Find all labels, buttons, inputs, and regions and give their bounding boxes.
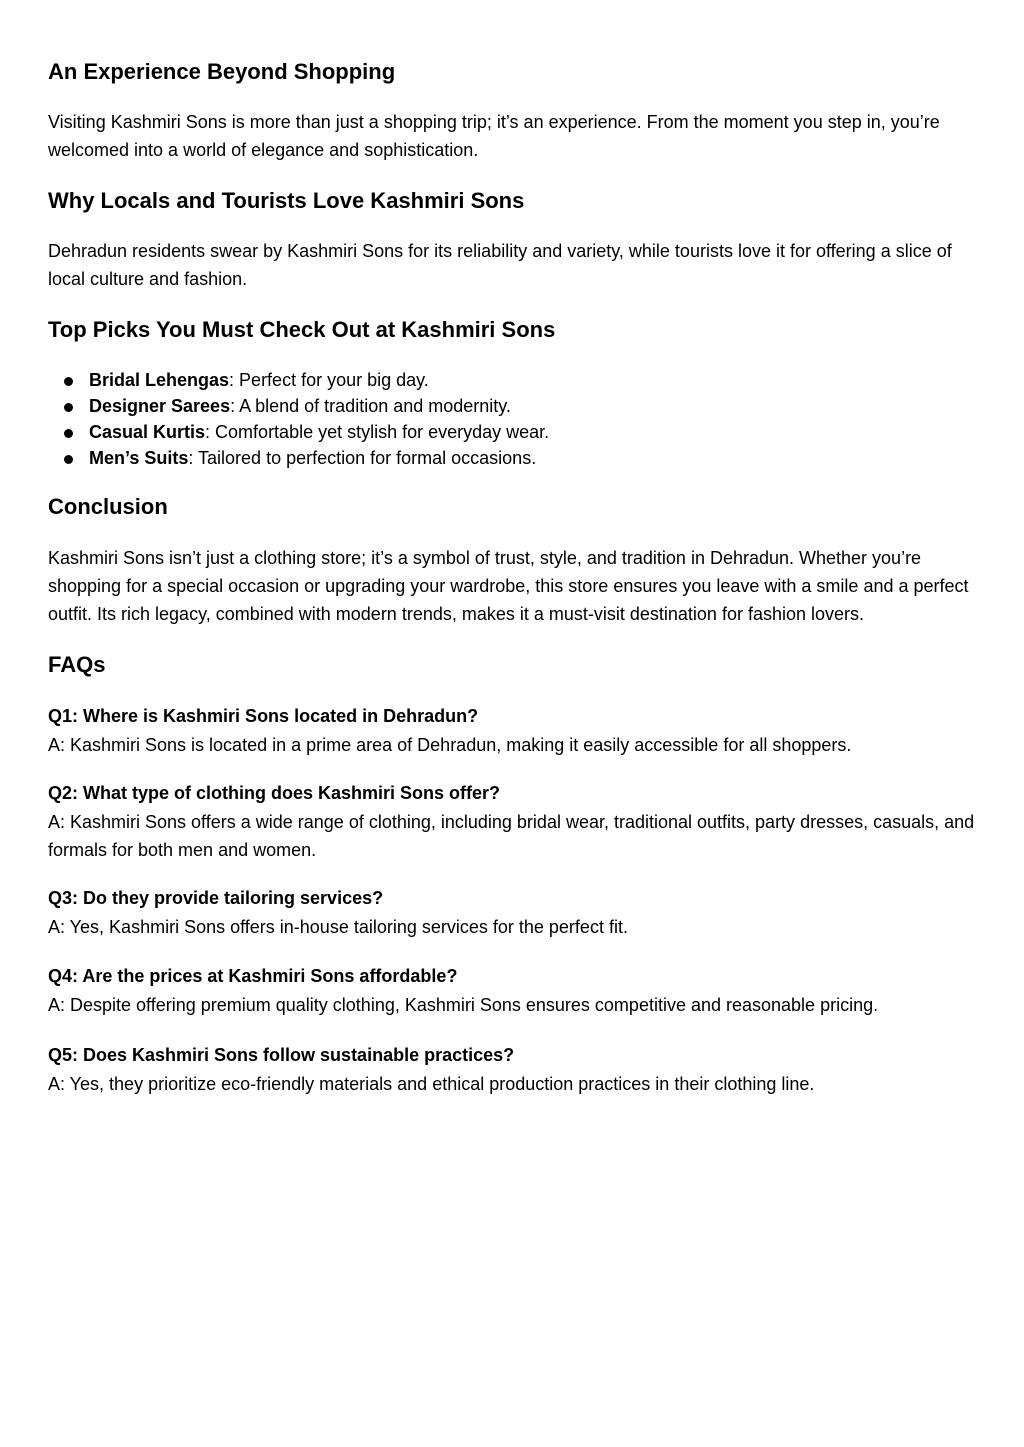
faq-question: Q2: What type of clothing does Kashmiri Sons offer? [48, 783, 501, 803]
faq-item [48, 885, 978, 941]
bullet-icon [64, 455, 73, 464]
top-picks-list [48, 367, 549, 471]
faq-answer: A: Despite offering premium quality clothing, Kashmiri Sons ensures competitive and reasonable pricing. [48, 995, 879, 1015]
bullet-icon [64, 429, 73, 438]
faq-item [48, 1042, 978, 1098]
heading-top-picks: Top Picks You Must Check Out at Kashmiri Sons [48, 317, 556, 342]
paragraph-experience: Visiting Kashmiri Sons is more than just a shopping trip; it’s an experience. From the moment you step in, you’re welcomed into a world of elegance and sophistication. [48, 112, 940, 160]
faq-item [48, 780, 978, 864]
pick-name: Bridal Lehengas [89, 370, 230, 390]
faq-question: Q3: Do they provide tailoring services? [48, 888, 384, 908]
pick-desc: : Perfect for your big day. [229, 370, 429, 390]
heading-faqs: FAQs [48, 652, 106, 677]
bullet-icon [64, 377, 73, 386]
list-item [48, 445, 549, 471]
heading-conclusion: Conclusion [48, 494, 168, 519]
heading-experience: An Experience Beyond Shopping [48, 59, 396, 84]
faq-answer: A: Yes, Kashmiri Sons offers in-house tailoring services for the perfect fit. [48, 917, 628, 937]
faq-answer: A: Yes, they prioritize eco-friendly materials and ethical production practices in their clothing line. [48, 1074, 815, 1094]
paragraph-conclusion: Kashmiri Sons isn’t just a clothing store; it’s a symbol of trust, style, and tradition in Dehradun. Whether you’re shopping for a special occasion or upgrading your wardrobe, this store ensures you leave with a smile and a perfect outfit. Its rich legacy, combined with modern trends, makes it a must-visit destination for fashion lovers. [48, 548, 969, 624]
faq-question: Q4: Are the prices at Kashmiri Sons affordable? [48, 966, 458, 986]
faq-question: Q1: Where is Kashmiri Sons located in Dehradun? [48, 706, 479, 726]
pick-name: Casual Kurtis [89, 422, 206, 442]
list-item [48, 393, 549, 419]
list-item [48, 367, 549, 393]
list-item [48, 419, 549, 445]
bullet-icon [64, 403, 73, 412]
pick-desc: : Tailored to perfection for formal occasions. [188, 448, 537, 468]
faq-answer: A: Kashmiri Sons is located in a prime area of Dehradun, making it easily accessible for all shoppers. [48, 735, 852, 755]
pick-desc: : A blend of tradition and modernity. [230, 396, 511, 416]
pick-name: Designer Sarees [89, 396, 231, 416]
faq-question: Q5: Does Kashmiri Sons follow sustainable practices? [48, 1045, 515, 1065]
faq-answer: A: Kashmiri Sons offers a wide range of clothing, including bridal wear, traditional outfits, party dresses, casuals, and formals for both men and women. [48, 812, 975, 860]
pick-desc: : Comfortable yet stylish for everyday wear. [205, 422, 550, 442]
faq-item [48, 703, 978, 759]
heading-why: Why Locals and Tourists Love Kashmiri Sons [48, 188, 525, 213]
paragraph-why: Dehradun residents swear by Kashmiri Sons for its reliability and variety, while tourists love it for offering a slice of local culture and fashion. [48, 241, 952, 289]
pick-name: Men’s Suits [89, 448, 189, 468]
faq-item [48, 963, 978, 1019]
